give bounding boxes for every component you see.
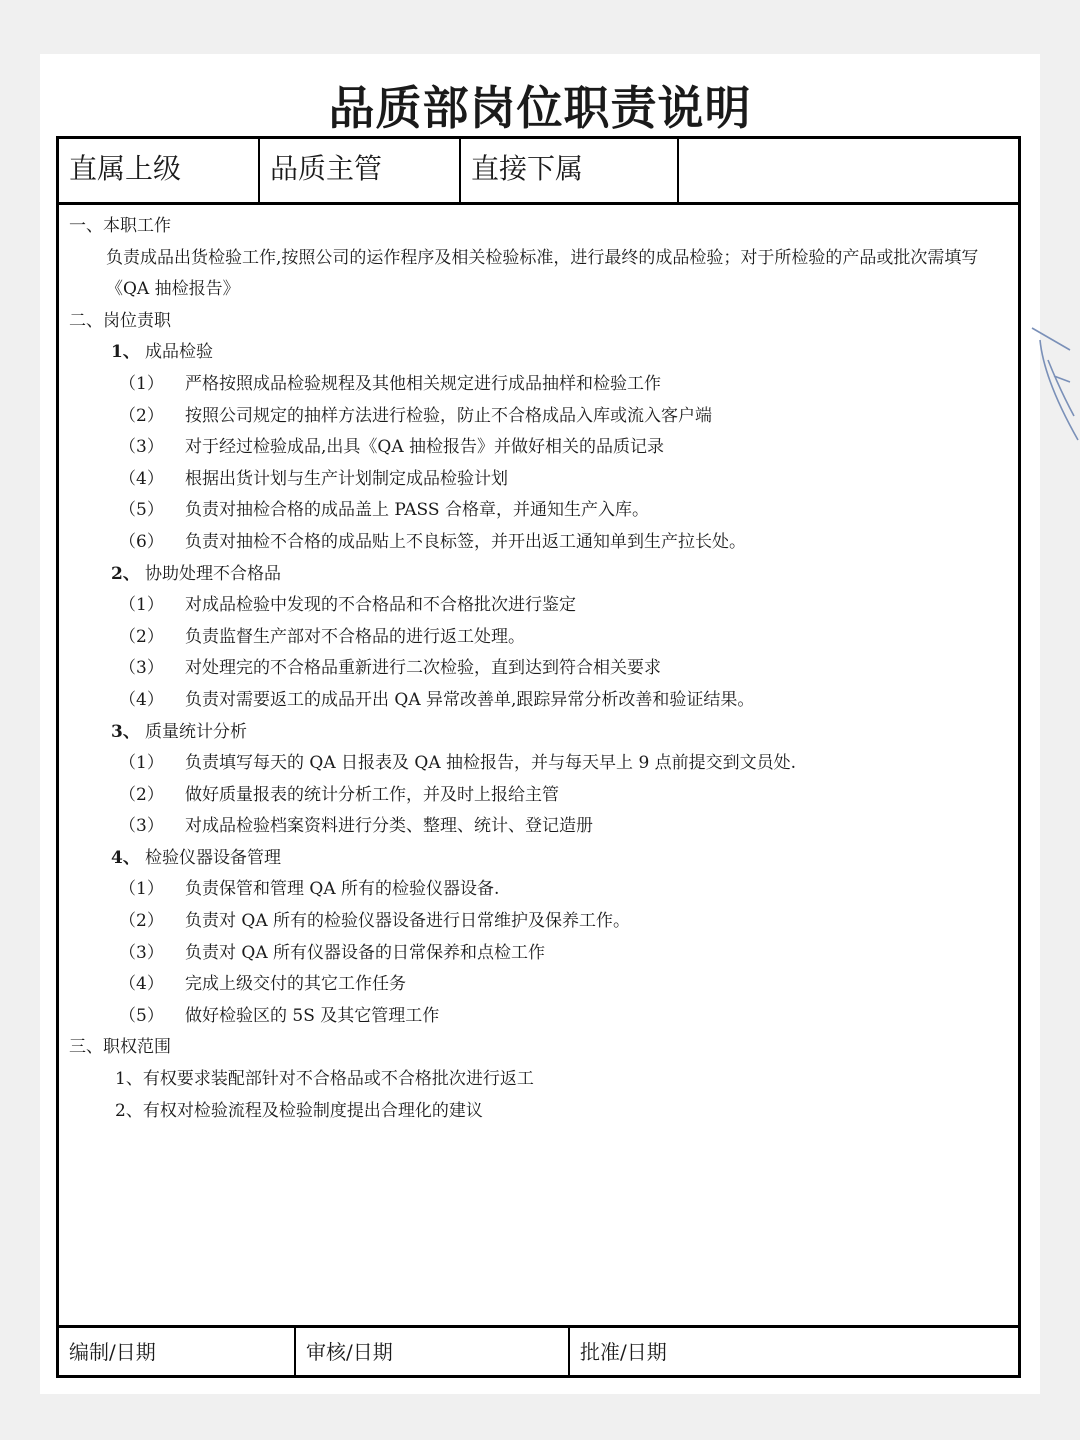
section-heading: 三、职权范围	[69, 1037, 171, 1058]
pen-scribble-mark	[1030, 320, 1080, 460]
reviewed-date-label: 审核/日期	[296, 1328, 570, 1375]
list-item: （5） 负责对抽检合格的成品盖上 PASS 合格章，并通知生产入库。	[119, 500, 649, 521]
responsibility-table	[56, 136, 1021, 1378]
list-item: （3） 负责对 QA 所有仪器设备的日常保养和点检工作	[119, 942, 546, 963]
list-item: （1） 对成品检验中发现的不合格品和不合格批次进行鉴定	[119, 595, 576, 616]
section-heading: 一、本职工作	[69, 216, 171, 236]
subsection-heading: 3、 质量统计分析	[111, 721, 247, 742]
approved-date-label: 批准/日期	[580, 1340, 667, 1364]
list-item: （6） 负责对抽检不合格的成品贴上不良标签，并开出返工通知单到生产拉长处。	[119, 531, 746, 552]
subsection-heading: 1、 成品检验	[111, 342, 213, 363]
footer-row	[59, 1325, 1018, 1375]
subordinate-label: 直接下属	[461, 139, 679, 202]
list-item: 1、有权要求装配部针对不合格品或不合格批次进行返工	[115, 1069, 534, 1090]
subsection-heading: 4、 检验仪器设备管理	[111, 847, 281, 868]
list-item: （4） 负责对需要返工的成品开出 QA 异常改善单,跟踪异常分析改善和验证结果。	[119, 689, 755, 710]
section-paragraph: 负责成品出货检验工作,按照公司的运作程序及相关检验标准，进行最终的成品检验；对于所检验的产品或批次需填写《QA 抽检报告》	[106, 247, 979, 300]
list-item: （3） 对成品检验档案资料进行分类、整理、统计、登记造册	[119, 816, 593, 837]
list-item: （5） 做好检验区的 5S 及其它管理工作	[119, 1005, 440, 1026]
list-item: （2） 负责监督生产部对不合格品的进行返工处理。	[119, 626, 525, 647]
superior-label: 直属上级	[59, 139, 260, 202]
list-item: （4） 完成上级交付的其它工作任务	[119, 974, 406, 995]
list-item: 2、有权对检验流程及检验制度提出合理化的建议	[115, 1100, 483, 1121]
list-item: （1） 负责填写每天的 QA 日报表及 QA 抽检报告，并与每天早上 9 点前提交到文员处.	[119, 753, 797, 774]
page-title: 品质部岗位职责说明	[328, 81, 752, 135]
subordinate-value	[679, 139, 1018, 202]
list-item: （2） 做好质量报表的统计分析工作，并及时上报给主管	[119, 784, 559, 805]
section-heading: 二、岗位责职	[69, 310, 171, 331]
content-area	[69, 211, 1014, 1127]
document-page	[40, 54, 1040, 1394]
list-item: （2） 负责对 QA 所有的检验仪器设备进行日常维护及保养工作。	[119, 911, 631, 932]
compiled-date-label: 编制/日期	[59, 1328, 296, 1375]
list-item: （1） 严格按照成品检验规程及其他相关规定进行成品抽样和检验工作	[119, 373, 661, 394]
list-item: （3） 对处理完的不合格品重新进行二次检验，直到达到符合相关要求	[119, 658, 661, 679]
list-item: （2） 按照公司规定的抽样方法进行检验，防止不合格成品入库或流入客户端	[119, 405, 712, 426]
list-item: （4） 根据出货计划与生产计划制定成品检验计划	[119, 468, 508, 489]
list-item: （3） 对于经过检验成品,出具《QA 抽检报告》并做好相关的品质记录	[119, 437, 665, 458]
list-item: （1） 负责保管和管理 QA 所有的检验仪器设备.	[119, 879, 500, 900]
subsection-heading: 2、 协助处理不合格品	[111, 563, 281, 584]
header-row	[59, 139, 1018, 205]
superior-value: 品质主管	[260, 139, 461, 202]
